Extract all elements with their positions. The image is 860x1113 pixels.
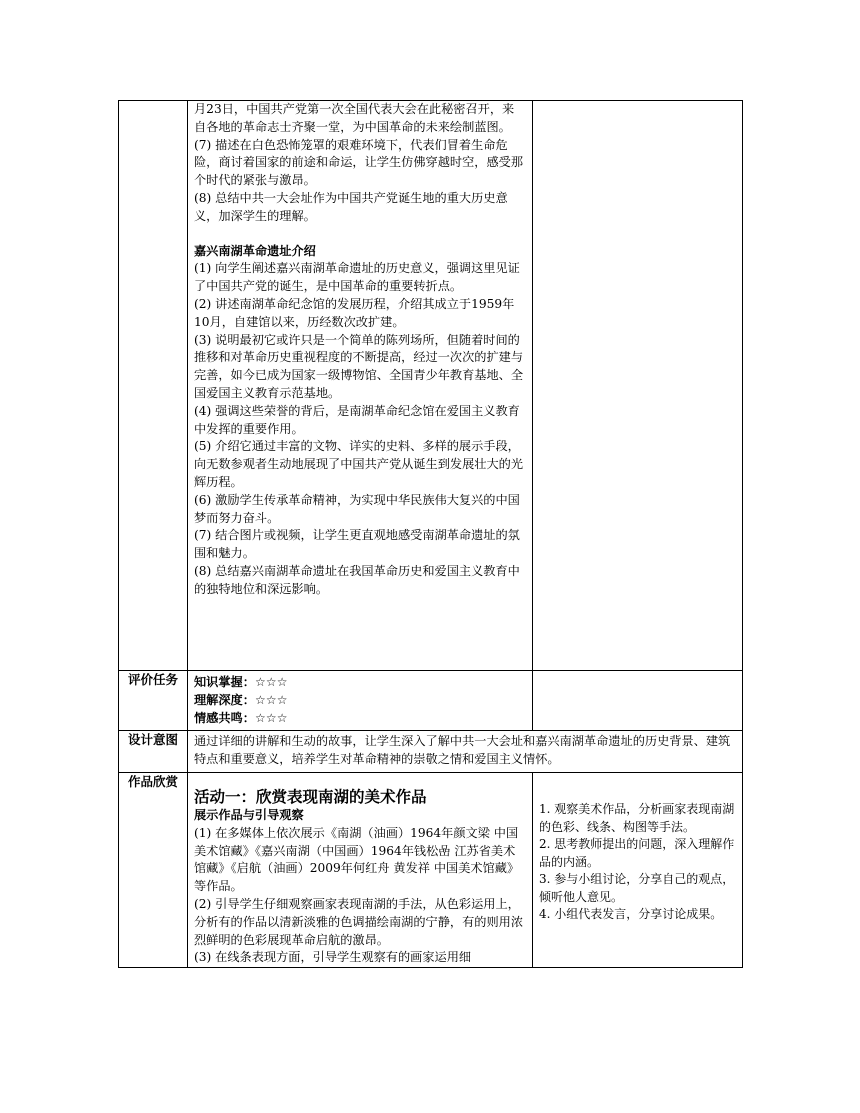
design-intent-label: 设计意图: [119, 731, 188, 773]
artwork-label: 作品欣赏: [119, 773, 188, 968]
student-activity-item: 3. 参与小组讨论，分享自己的观点，倾听他人意见。: [539, 872, 735, 904]
content-para: (2) 引导学生仔细观察画家表现南湖的手法，从色彩运用上，分析有的作品以清新淡雅的色调描绘南湖的宁静，有的则用浓烈鲜明的色彩展现革命启航的激昂。: [194, 896, 524, 947]
content-para: 月23日，中国共产党第一次全国代表大会在此秘密召开，来自各地的革命志士齐聚一堂，为中国革命的未来绘制蓝图。: [194, 102, 515, 134]
student-activity-item: 4. 小组代表发言，分享讨论成果。: [539, 907, 723, 921]
student-activity-cell-empty: [533, 101, 743, 671]
content-para: (3) 说明最初它或许只是一个简单的陈列场所，但随着时间的推移和对革命历史重视程度的不断提高，经过一次次的扩建与完善，如今已成为国家一级博物馆、全国青少年教育基地、全国爱国主义教育示范基地。: [194, 332, 524, 400]
design-intent-cell: [188, 731, 743, 773]
artwork-content-cell: [188, 773, 533, 968]
evaluation-item-name: 理解深度：: [194, 692, 255, 707]
row-artwork: [119, 773, 743, 968]
content-para: (4) 强调这些荣誉的背后，是南湖革命纪念馆在爱国主义教育中发挥的重要作用。: [194, 403, 520, 436]
row-label-empty: [119, 101, 188, 671]
evaluation-item-name: 情感共鸣：: [194, 710, 255, 725]
lesson-plan-table: [118, 100, 743, 968]
evaluation-item: [194, 710, 526, 728]
evaluation-item-name: 知识掌握：: [194, 675, 255, 689]
row-teaching-content: [119, 101, 743, 671]
student-activity-item: 1. 观察美术作品，分析画家表现南湖的色彩、线条、构图等手法。: [539, 802, 735, 834]
content-para: (3) 在线条表现方面，引导学生观察有的画家运用细: [194, 950, 472, 965]
evaluation-cell: [188, 671, 533, 731]
section-heading: 嘉兴南湖革命遗址介绍: [194, 243, 316, 258]
design-intent-text: 通过详细的讲解和生动的故事，让学生深入了解中共一大会址和嘉兴南湖革命遗址的历史背景、建筑特点和重要意义，培养学生对革命精神的崇敬之情和爱国主义情怀。: [194, 734, 731, 766]
student-activity-item: 2. 思考教师提出的问题，深入理解作品的内涵。: [539, 837, 735, 869]
content-para: (8) 总结中共一大会址作为中国共产党诞生地的重大历史意义，加深学生的理解。: [194, 190, 508, 223]
student-activity-cell: [533, 773, 743, 968]
star-rating: ☆☆☆: [254, 675, 288, 689]
content-para: (7) 描述在白色恐怖笼罩的艰难环境下，代表们冒着生命危险，商讨着国家的前途和命运，让学生仿佛穿越时空，感受那个时代的紧张与激昂。: [194, 137, 524, 188]
content-para: (6) 激励学生传承革命精神，为实现中华民族伟大复兴的中国梦而努力奋斗。: [194, 492, 520, 525]
star-rating: ☆☆☆: [254, 710, 288, 725]
evaluation-item: [194, 674, 526, 692]
evaluation-label: 评价任务: [119, 671, 188, 731]
star-rating: ☆☆☆: [254, 692, 288, 707]
content-para: (5) 介绍它通过丰富的文物、详实的史料、多样的展示手段，向无数参观者生动地展现了中国共产党从诞生到发展壮大的光辉历程。: [194, 439, 524, 489]
content-para: (2) 讲述南湖革命纪念馆的发展历程，介绍其成立于1959年10月，自建馆以来，历经数次改扩建。: [194, 296, 515, 329]
evaluation-item: [194, 692, 526, 710]
content-para: (1) 向学生阐述嘉兴南湖革命遗址的历史意义，强调这里见证了中国共产党的诞生，是中国革命的重要转折点。: [194, 261, 520, 294]
row-evaluation: [119, 671, 743, 731]
content-para: (7) 结合图片或视频，让学生更直观地感受南湖革命遗址的氛围和魅力。: [194, 528, 520, 561]
teaching-content-cell: [188, 101, 533, 671]
row-design-intent: [119, 731, 743, 773]
content-para: (1) 在多媒体上依次展示《南湖（油画）1964年颜文梁 中国美术馆藏》《嘉兴南湖（中国画）1964年钱松嵒 江苏省美术馆藏》《启航（油画）2009年何红舟 黄发祥 中国美术馆藏》等作品。: [194, 825, 520, 894]
activity-title: 活动一：欣赏表现南湖的美术作品: [194, 788, 427, 806]
sub-heading: 展示作品与引导观察: [194, 808, 304, 822]
content-para: (8) 总结嘉兴南湖革命遗址在我国革命历史和爱国主义教育中的独特地位和深远影响。: [194, 563, 520, 596]
evaluation-right-empty: [533, 671, 743, 731]
